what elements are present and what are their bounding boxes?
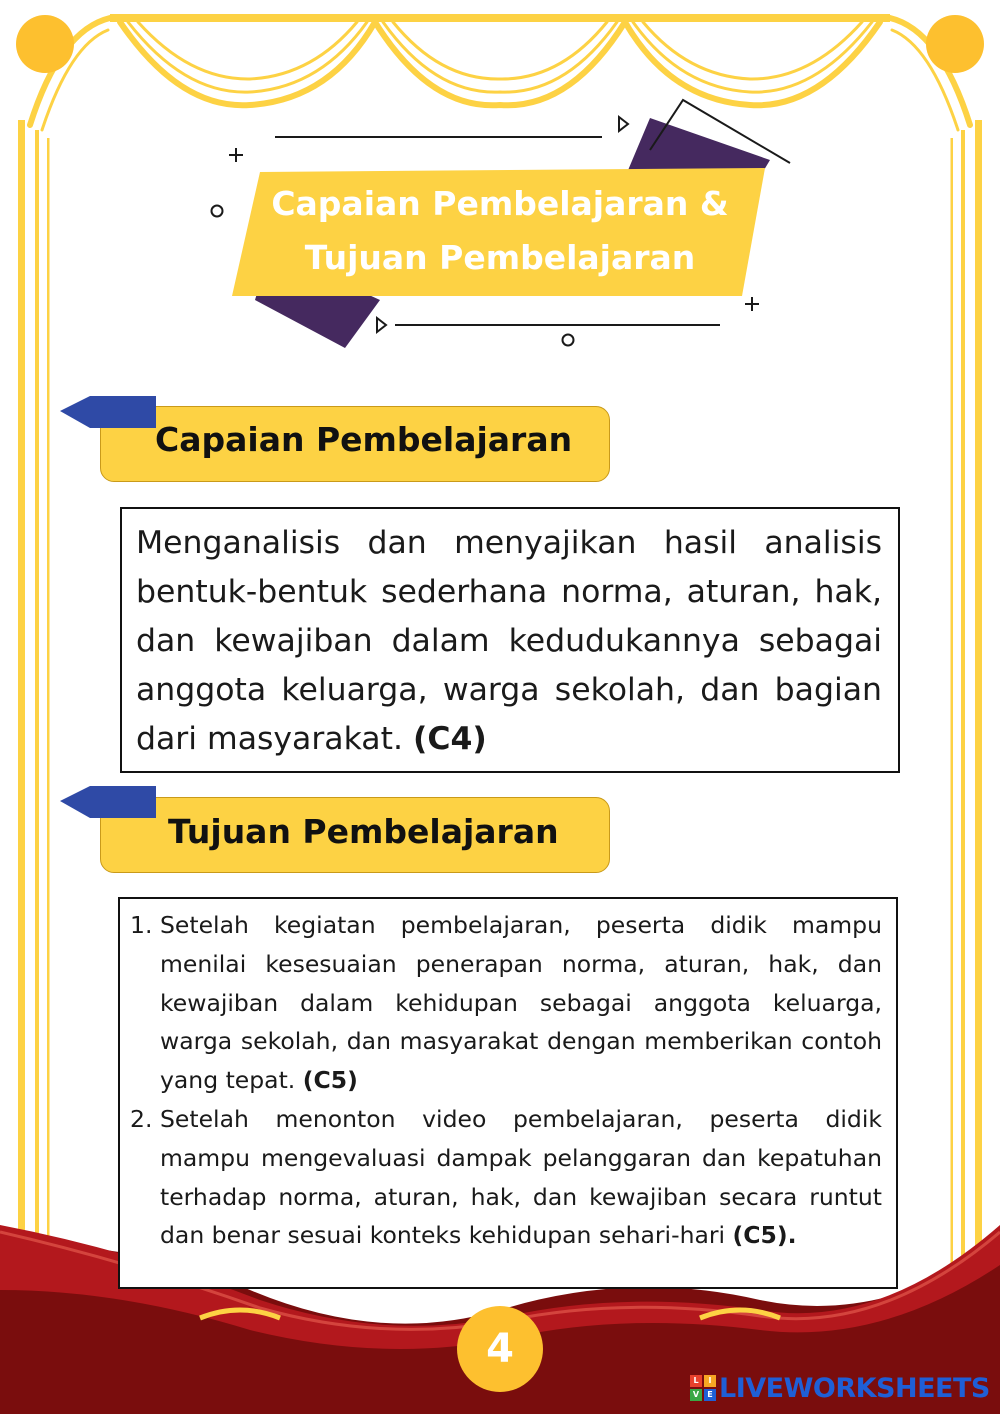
top-curtain [30,14,970,130]
list-item-code: (C5). [732,1221,797,1250]
list-item-body: Setelah kegiatan pembelajaran, peserta didik mampu menilai kesesuaian penerapan norma, aturan, hak, dan kewajiban dalam kehidupan sebagai anggota keluarga, warga sekolah, dan masyarakat dengan memberikan contoh yang tepat. [160,911,882,1095]
list-item-text [160,906,882,1100]
title-line-1: Capaian Pembelajaran & [271,184,729,223]
page-number: 4 [457,1306,543,1392]
top-left-ball [16,15,74,73]
list-item-code: (C5) [302,1066,358,1095]
logo-letter: E [704,1389,716,1401]
list-item [130,1100,882,1255]
tujuan-box [118,897,898,1289]
capaian-text: Menganalisis dan menyajikan hasil analisis bentuk-bentuk sederhana norma, aturan, hak, dan kewajiban dalam kedudukannya sebagai anggota keluarga, warga sekolah, dan bagian dari masyarakat. [136,525,882,757]
list-item-number: 2. [130,1104,153,1133]
logo-letter: V [690,1389,702,1401]
logo-letter: L [690,1375,702,1387]
title-line-2: Tujuan Pembelajaran [304,238,696,277]
page-title [230,166,770,296]
plus-icon [229,148,243,162]
left-post [18,120,50,1310]
tujuan-flag-icon [60,786,156,818]
liveworksheets-logo-icon [690,1375,716,1401]
capaian-flag-icon [60,396,156,428]
capaian-code: (C4) [412,721,487,757]
capaian-heading: Capaian Pembelajaran [155,420,573,459]
list-item-body: Setelah menonton video pembelajaran, peserta didik mampu mengevaluasi dampak pelanggaran dan kepatuhan terhadap norma, aturan, hak, dan kewajiban secara runtut dan benar sesuai konteks kehidupan sehari-hari [160,1104,882,1250]
plus-icon [745,297,759,311]
circle-icon [212,206,223,217]
triangle-arrow-icon [377,318,386,332]
right-post [951,120,983,1310]
tujuan-heading: Tujuan Pembelajaran [168,812,559,851]
list-item [130,906,882,1100]
list-item-number: 1. [130,911,153,939]
capaian-box [120,507,900,773]
triangle-arrow-icon [619,117,628,131]
top-right-ball [926,15,984,73]
logo-letter: I [704,1375,716,1387]
watermark-text: LIVEWORKSHEETS [719,1372,990,1404]
circle-icon [563,335,574,346]
liveworksheets-watermark[interactable] [690,1373,990,1403]
list-item-text [160,1100,882,1255]
